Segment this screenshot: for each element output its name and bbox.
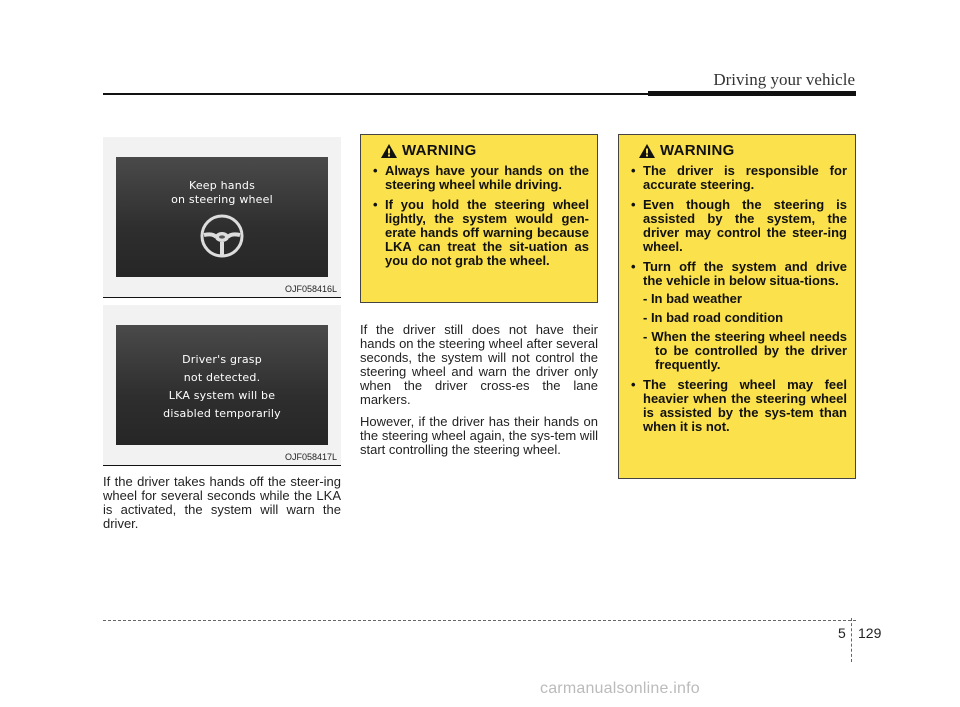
warning-item [627,260,847,372]
cluster-display [116,325,328,445]
bullet: • [631,163,636,178]
display-line: on steering wheel [171,193,273,206]
warning-triangle-icon [380,143,398,159]
figure-keep-hands [103,137,341,297]
warning-item [627,164,847,192]
figure-rule [103,465,341,466]
warning-subitem: - When the steering wheel needs to be controlled by the driver frequently. [643,329,847,372]
watermark: carmanualsonline.info [540,680,700,697]
warning-item [369,164,589,192]
warning-heading [380,143,589,159]
warning-subitem: - In bad weather [643,291,742,306]
header-rule-accent [648,91,856,96]
display-line: not detected. [183,371,261,384]
display-line: Driver's grasp [182,353,262,366]
bullet: • [373,197,378,212]
warning-item-text: If you hold the steering wheel lightly, the system would gen-erate hands off warning because LKA can treat the sit-uation as you do not grab the wheel. [385,197,589,268]
warning-item [369,198,589,268]
bullet: • [631,197,636,212]
warning-heading [638,143,847,159]
warning-sublist [643,292,847,372]
column1-body [103,475,341,539]
cluster-display [116,157,328,277]
figure-code: OJF058417L [284,452,337,462]
warning-list [627,164,847,434]
chapter-number: 5 [838,625,846,641]
paragraph: If the driver still does not have their hands on the steering wheel after several seconds, the system will not control the steering wheel and warn the driver only when the driver cross-es the lane markers. [360,322,598,407]
bullet: • [631,377,636,392]
footer-divider [851,618,852,662]
display-line: LKA system will be [168,389,276,402]
figure-grasp-not-detected [103,305,341,465]
paragraph: If the driver takes hands off the steer-ing wheel for several seconds while the LKA is activated, the system will warn the driver. [103,474,341,531]
warning-item-text: Always have your hands on the steering wheel while driving. [385,163,589,192]
warning-item-text: Turn off the system and drive the vehicle in below situa-tions. [643,259,847,288]
warning-item-text: Even though the steering is assisted by the system, the driver may control the steer-ing wheel. [643,197,847,254]
warning-triangle-icon [638,143,656,159]
bullet: • [631,259,636,274]
display-message [116,351,328,423]
warning-item-text: The driver is responsible for accurate steering. [643,163,847,192]
figure-rule [103,297,341,298]
warning-title: WARNING [402,142,477,159]
steering-wheel-icon [199,213,245,259]
warning-box-responsibility [618,134,856,479]
warning-subitem: - In bad road condition [643,310,784,325]
display-line: disabled temporarily [163,407,281,420]
section-title: Driving your vehicle [713,70,855,89]
warning-item [627,378,847,434]
figure-code: OJF058416L [284,284,337,294]
warning-item-text: The steering wheel may feel heavier when the steering wheel is assisted by the sys-tem than when it is not. [643,377,847,434]
warning-list [369,164,589,268]
display-message [116,179,328,207]
column2-body [360,323,598,465]
paragraph: However, if the driver has their hands on the steering wheel again, the sys-tem will start controlling the steering wheel. [360,414,598,457]
bullet: • [373,163,378,178]
page-number: 129 [858,625,882,641]
footer-rule [103,620,856,621]
warning-item [627,198,847,254]
warning-box-hands [360,134,598,303]
display-line: Keep hands [188,179,256,192]
warning-title: WARNING [660,142,735,159]
